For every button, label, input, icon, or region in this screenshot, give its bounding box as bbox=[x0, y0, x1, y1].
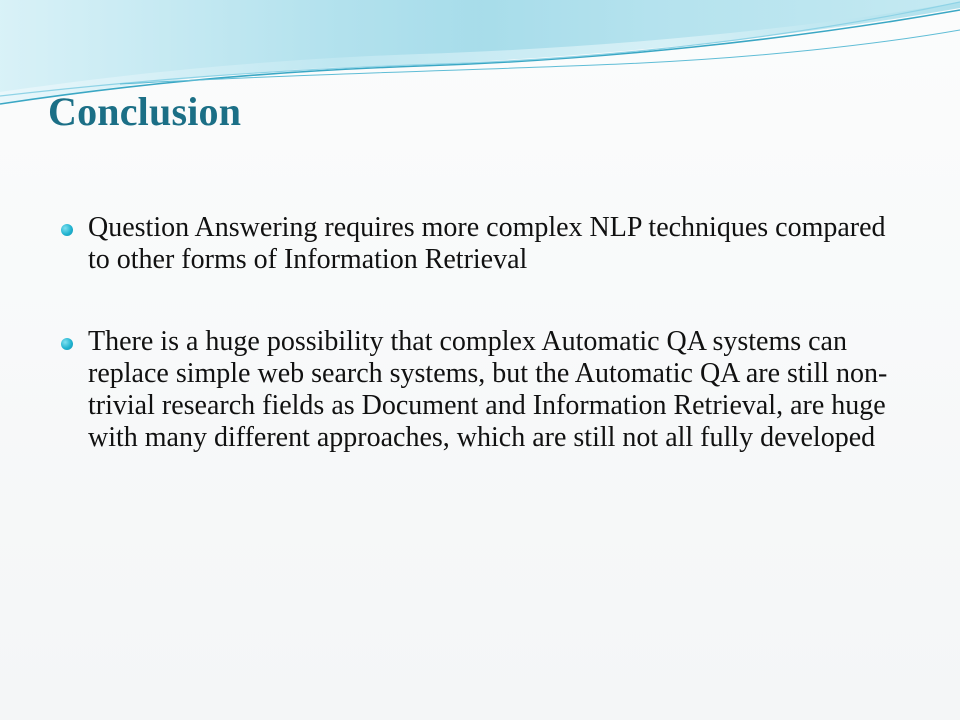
bullet-list bbox=[60, 212, 910, 454]
bullet-text: Question Answering requires more complex NLP techniques compared to other forms of Information Retrieval bbox=[88, 212, 886, 275]
slide-title: Conclusion bbox=[48, 89, 242, 134]
bullet-text: There is a huge possibility that complex Automatic QA systems can replace simple web search systems, but the Automatic QA are still non-trivial research fields as Document and Information Retrieval, are huge with many different approaches, which are still not all fully developed bbox=[88, 326, 888, 453]
bullet-dot-icon bbox=[61, 338, 73, 350]
bullet-item bbox=[60, 326, 910, 454]
bullet-item bbox=[60, 212, 910, 276]
bullet-dot-icon bbox=[61, 224, 73, 236]
